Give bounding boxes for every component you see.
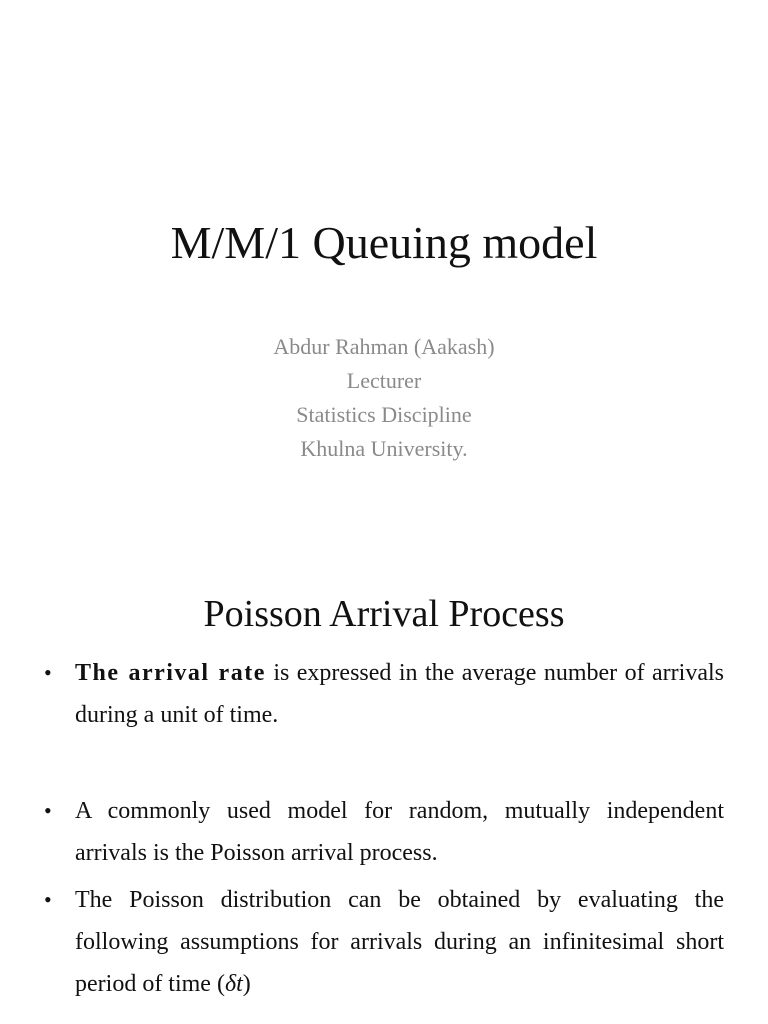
bullet-body: The Poisson distribution can be obtained by evaluating the following assumptions for arrivals during an infinitesimal short period of time ( bbox=[75, 887, 724, 997]
bullet-body: is expressed in the average number of arrivals during a unit of time. bbox=[75, 660, 724, 728]
slide-title: M/M/1 Queuing model bbox=[170, 217, 598, 268]
author-block bbox=[0, 330, 768, 466]
bullet-item-poisson-model bbox=[44, 790, 724, 874]
bullet-text bbox=[75, 879, 724, 1005]
math-delta-t: δt bbox=[224, 971, 243, 997]
bullet-icon: • bbox=[44, 660, 52, 685]
section-title: Poisson Arrival Process bbox=[203, 593, 565, 635]
bullet-text: A commonly used model for random, mutually independent arrivals is the Poisson arrival process. bbox=[75, 798, 724, 866]
bullet-body-end: ) bbox=[242, 971, 251, 997]
author-institution: Khulna University. bbox=[300, 436, 468, 461]
bullet-text bbox=[75, 652, 724, 736]
bullet-icon: • bbox=[44, 798, 52, 823]
author-department: Statistics Discipline bbox=[296, 402, 472, 427]
author-position: Lecturer bbox=[346, 368, 422, 393]
bullet-item-arrival-rate bbox=[44, 652, 724, 736]
bullet-icon: • bbox=[44, 887, 52, 912]
bullet-item-poisson-distribution bbox=[44, 879, 724, 1005]
bullet-bold-term: The arrival rate bbox=[75, 660, 266, 686]
author-name: Abdur Rahman (Aakash) bbox=[273, 334, 495, 359]
